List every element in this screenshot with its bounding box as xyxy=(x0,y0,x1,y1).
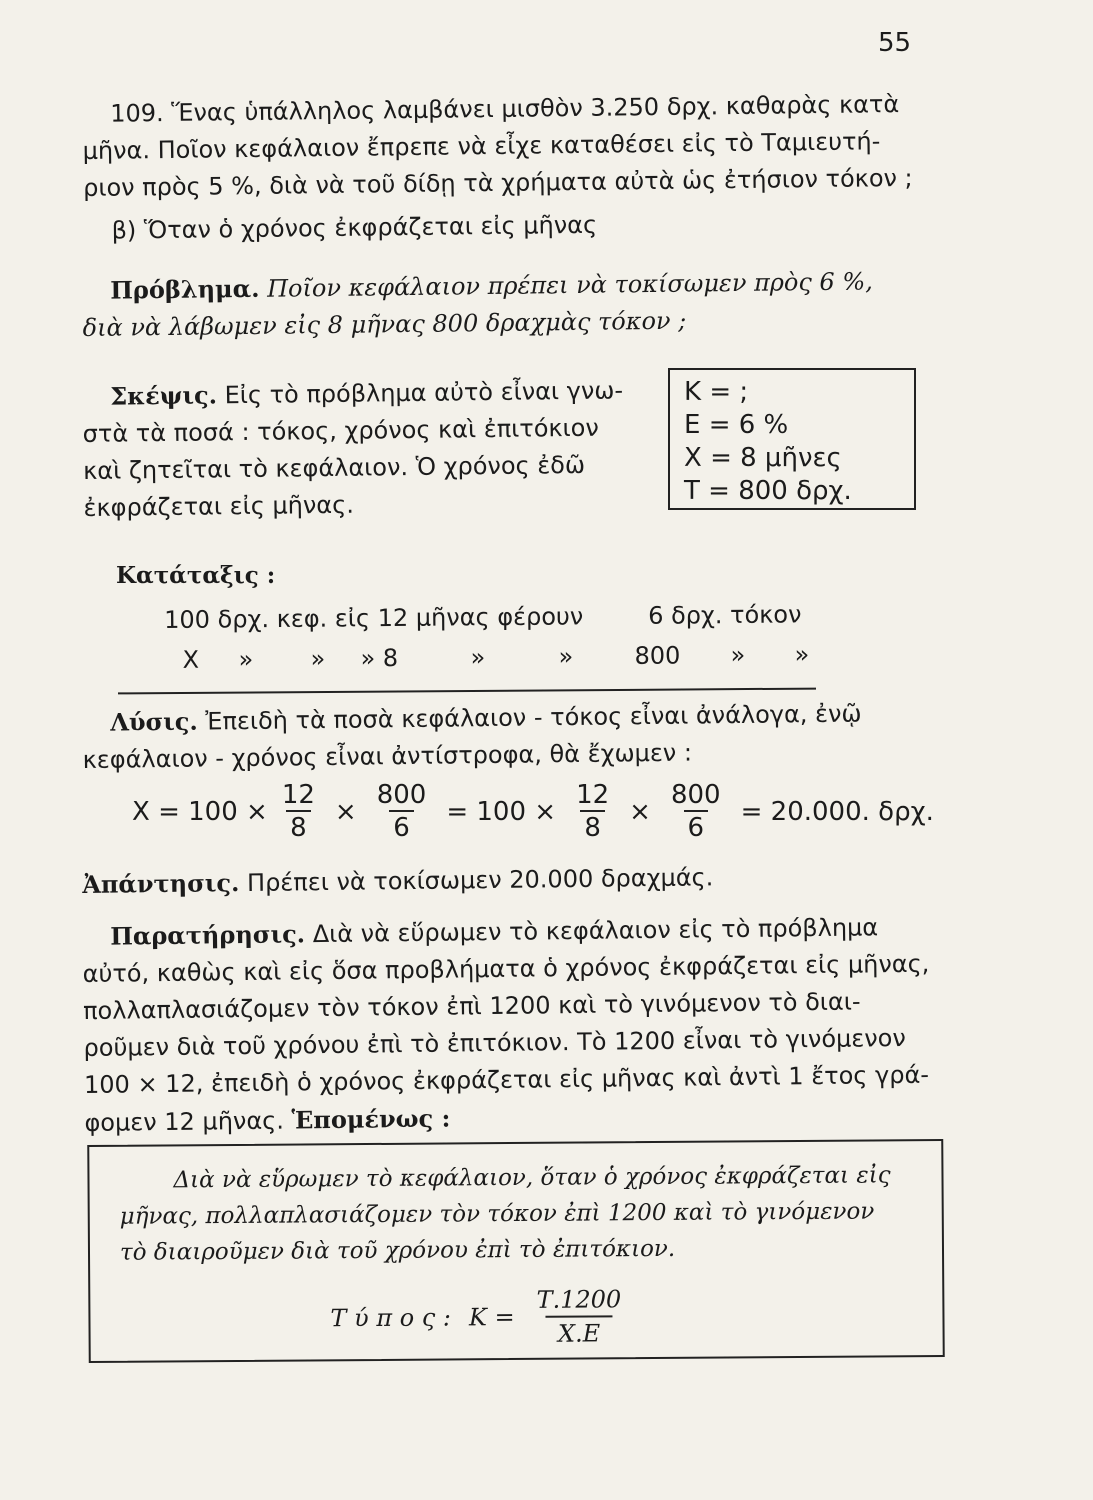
page-number: 55 xyxy=(878,28,912,58)
answer-label: Ἀπάντησις. xyxy=(82,868,240,899)
formula-result: = 20.000. δρχ. xyxy=(740,797,934,827)
layout-cell: » xyxy=(794,640,810,669)
note xyxy=(82,907,945,1141)
solution xyxy=(82,693,943,779)
type-label: Τ ύ π ο ς : xyxy=(330,1303,452,1333)
type-fraction xyxy=(524,1283,633,1350)
solution-text: Ἐπειδὴ τὰ ποσὰ κεφάλαιον - τόκος εἶναι ἀνάλογα, ἐνῷ xyxy=(205,699,862,736)
thought-text: Εἰς τὸ πρόβλημα αὐτὸ εἶναι γνω- xyxy=(224,376,624,410)
times-sign: × xyxy=(334,797,357,827)
thought-label: Σκέψις. xyxy=(110,380,218,411)
rule-box xyxy=(87,1139,945,1363)
layout-cell: » xyxy=(730,640,746,670)
answer-text: Πρέπει νὰ τοκίσωμεν 20.000 δραχμάς. xyxy=(246,863,714,897)
note-text: Διὰ νὰ εὕρωμεν τὸ κεφάλαιον εἰς τὸ πρόβλημα xyxy=(312,913,879,949)
fraction-numerator: 800 xyxy=(376,780,427,810)
rule-line: τὸ διαιροῦμεν διὰ τοῦ χρόνου ἐπὶ τὸ ἐπιτόκιον. xyxy=(119,1235,676,1266)
layout-cell: 100 δρχ. κεφ. εἰς 12 μῆνας φέρουν xyxy=(164,602,584,634)
note-text: αὐτό, καθὼς καὶ εἰς ὅσα προβλήματα ὁ χρόνος ἐκφράζεται εἰς μῆνας, xyxy=(82,949,930,988)
layout-cell: » 8 xyxy=(360,643,399,673)
fraction-numerator: 12 xyxy=(576,780,610,810)
fraction-denominator: 8 xyxy=(286,810,311,844)
rule-line: μῆνας, πολλαπλασιάζομεν τὸν τόκον ἐπὶ 1200 καὶ τὸ γινόμενον xyxy=(119,1198,875,1230)
layout-row xyxy=(164,634,824,680)
layout-cell: 800 xyxy=(634,641,681,670)
fraction-denominator: 6 xyxy=(389,810,414,844)
note-text: ροῦμεν διὰ τοῦ χρόνου ἐπὶ τὸ ἐπιτόκιον. Τὸ 1200 εἶναι τὸ γινόμενον xyxy=(83,1023,906,1062)
note-text: φομεν 12 μῆνας. xyxy=(84,1106,285,1137)
layout-label: Κατάταξις : xyxy=(116,562,276,589)
layout-underline xyxy=(118,688,816,695)
given-item: Κ = ; xyxy=(684,377,749,407)
rule-text xyxy=(119,1157,920,1271)
solution-text: κεφάλαιον - χρόνος εἶναι ἀντίστροφα, θὰ ἔχωμεν : xyxy=(82,738,693,774)
given-item: Ε = 6 % xyxy=(684,410,789,440)
problem-line: ριον πρὸς 5 %, διὰ νὰ τοῦ δίδῃ τὰ χρήματα αὐτὰ ὡς ἐτήσιον τόκον ; xyxy=(82,163,913,202)
problem-109 xyxy=(82,85,944,249)
formula-lhs: Χ = 100 × xyxy=(132,797,268,827)
fraction-numerator: 800 xyxy=(670,780,721,810)
layout-cell: » xyxy=(310,644,326,673)
type-lhs: Κ = xyxy=(468,1303,515,1332)
layout-cell: 6 δρχ. τόκον xyxy=(648,600,802,630)
thought-text: καὶ ζητεῖται τὸ κεφάλαιον. Ὁ χρόνος ἐδῶ xyxy=(82,450,586,485)
consequently-label: Ἑπομένως : xyxy=(291,1103,451,1135)
layout-cell: » xyxy=(558,642,574,671)
thought-text: ἐκφράζεται εἰς μῆνας. xyxy=(83,490,355,522)
type-denominator: Χ.Ε xyxy=(546,1315,612,1349)
layout-cell: Χ xyxy=(182,645,200,674)
given-item: Χ = 8 μῆνες xyxy=(684,443,842,473)
layout-cell: » xyxy=(238,645,254,674)
type-numerator: Τ.1200 xyxy=(536,1285,622,1314)
statement-label: Πρόβλημα. xyxy=(110,273,260,305)
layout-row xyxy=(164,594,824,640)
layout-table xyxy=(164,594,825,680)
note-label: Παρατήρησις. xyxy=(110,919,306,951)
given-box xyxy=(668,368,916,510)
given-item: Τ = 800 δρχ. xyxy=(684,476,852,506)
note-text: πολλαπλασιάζομεν τὸν τόκον ἐπὶ 1200 καὶ τὸ γινόμενον τὸ διαι- xyxy=(82,987,861,1025)
note-text: 100 × 12, ἐπειδὴ ὁ χρόνος ἐκφράζεται εἰς μῆνας καὶ ἀντὶ 1 ἔτος γρά- xyxy=(83,1060,930,1099)
type-formula xyxy=(330,1283,643,1351)
statement-text: Ποῖον κεφάλαιον πρέπει νὰ τοκίσωμεν πρὸς 6 %, xyxy=(266,267,873,303)
thought-text: στὰ τὰ ποσά : τόκος, χρόνος καὶ ἐπιτόκιον xyxy=(82,413,599,448)
formula-middle: = 100 × xyxy=(446,797,557,827)
fraction xyxy=(572,780,613,844)
problem-line: 109. Ἕνας ὑπάλληλος λαμβάνει μισθὸν 3.250 δρχ. καθαρὰς κατὰ xyxy=(110,90,900,128)
problem-statement xyxy=(82,261,943,347)
statement-text: διὰ νὰ λάβωμεν εἰς 8 μῆνας 800 δραχμὰς τόκον ; xyxy=(82,306,687,342)
times-sign: × xyxy=(629,797,651,827)
rule-line: Διὰ νὰ εὕρωμεν τὸ κεφάλαιον, ὅταν ὁ χρόνος ἐκφράζεται εἰς xyxy=(173,1162,891,1194)
solution-label: Λύσις. xyxy=(110,706,198,737)
fraction-numerator: 12 xyxy=(281,780,315,810)
fraction xyxy=(278,780,319,844)
thought xyxy=(82,371,644,527)
fraction xyxy=(667,780,725,844)
part-b-heading: β) Ὅταν ὁ χρόνος ἐκφράζεται εἰς μῆνας xyxy=(111,210,598,245)
solution-formula xyxy=(132,772,940,852)
fraction-denominator: 8 xyxy=(580,810,605,844)
layout-cell: » xyxy=(470,643,486,672)
fraction xyxy=(373,780,431,844)
answer xyxy=(82,855,942,904)
problem-line: μῆνα. Ποῖον κεφάλαιον ἔπρεπε νὰ εἶχε καταθέσει εἰς τὸ Ταμιευτή- xyxy=(82,127,881,165)
fraction-denominator: 6 xyxy=(684,810,709,844)
